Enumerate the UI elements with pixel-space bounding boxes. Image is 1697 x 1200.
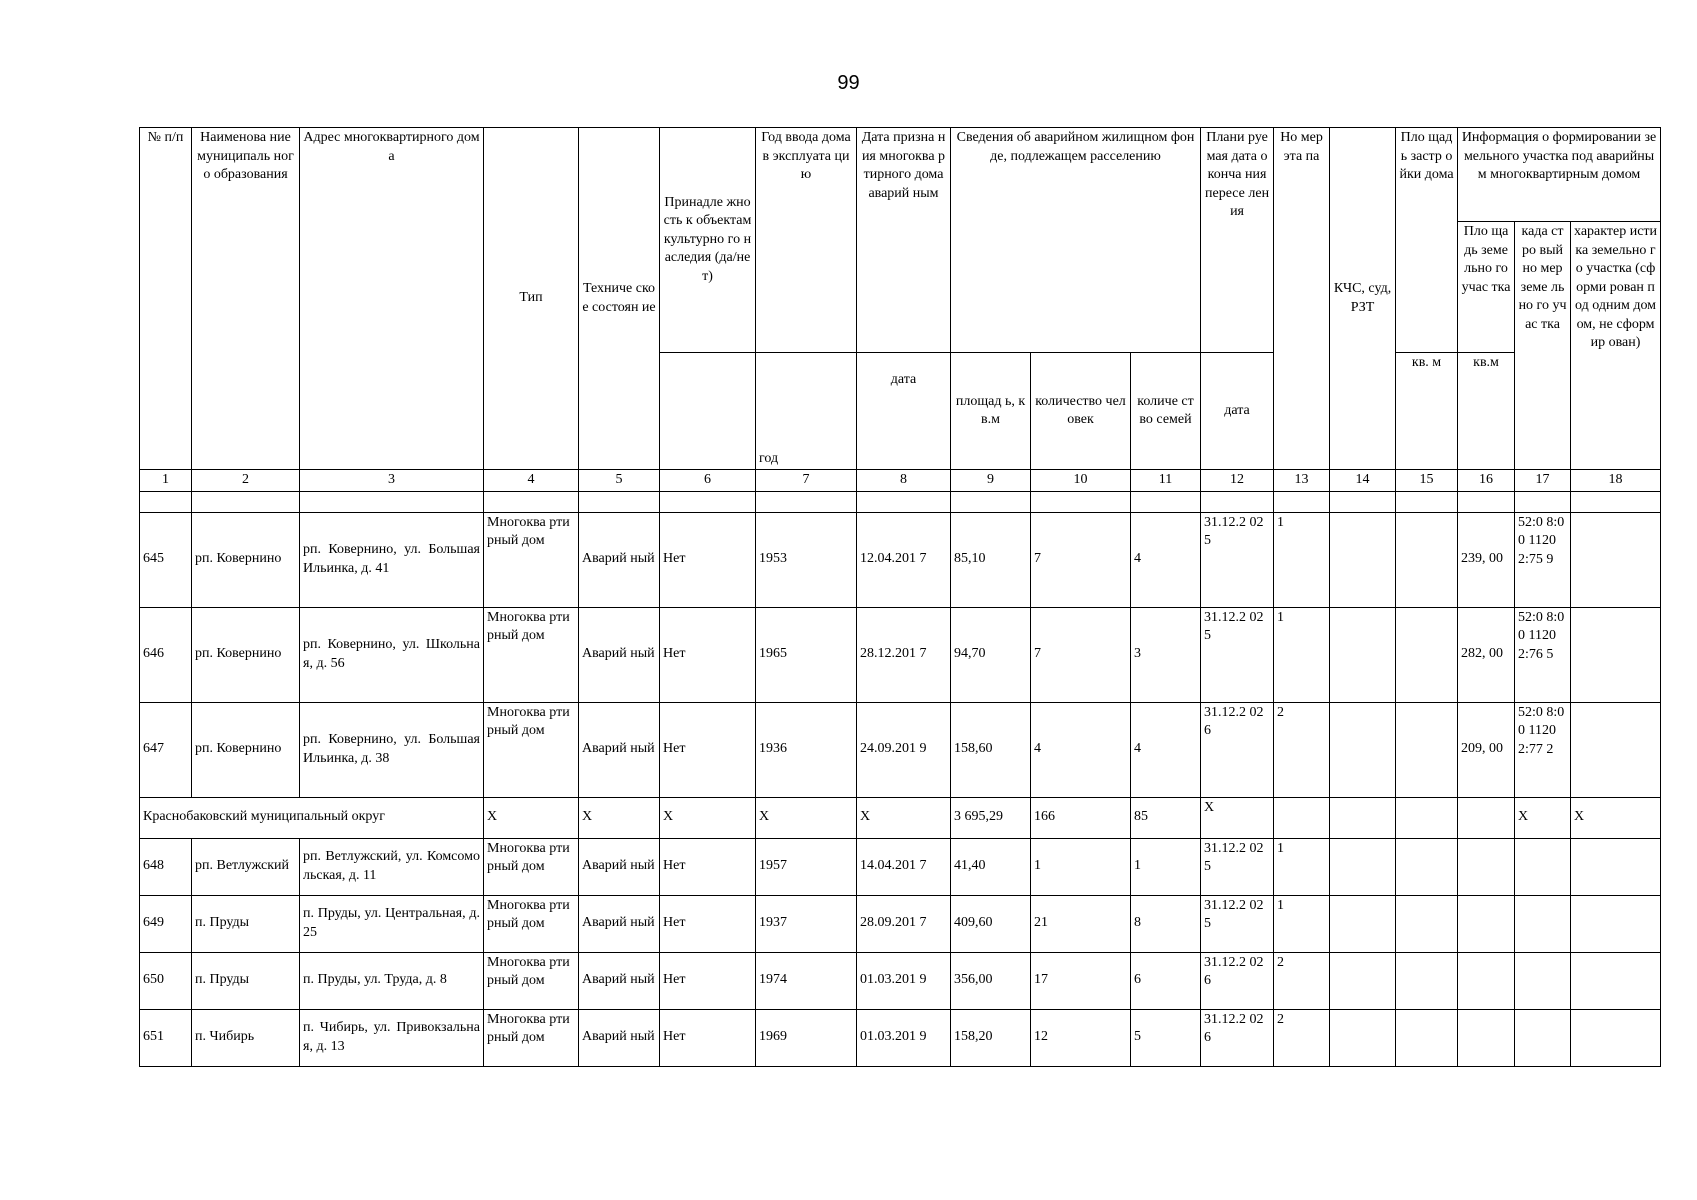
commission-year: 1936 xyxy=(756,702,857,797)
area: 158,20 xyxy=(951,1009,1031,1066)
header-year-sub: год xyxy=(756,353,857,470)
column-number-7: 7 xyxy=(756,470,857,492)
building-area xyxy=(1396,702,1458,797)
people-count: 21 xyxy=(1031,895,1131,952)
subtotal-land-characteristic: X xyxy=(1571,797,1661,838)
cadastral-number: 52:0 8:00 1120 2:77 2 xyxy=(1515,702,1571,797)
spacer-cell xyxy=(660,491,756,512)
family-count: 5 xyxy=(1131,1009,1201,1066)
column-number-17: 17 xyxy=(1515,470,1571,492)
land-area xyxy=(1458,838,1515,895)
spacer-cell xyxy=(484,491,579,512)
technical-state: Аварий ный xyxy=(579,607,660,702)
area: 85,10 xyxy=(951,512,1031,607)
header-families-sub: количе ство семей xyxy=(1131,353,1201,470)
row-number: 650 xyxy=(140,952,192,1009)
header-land-info-group: Информация о формировании земельного участка под аварийным многоквартирным домом xyxy=(1458,128,1661,222)
family-count: 6 xyxy=(1131,952,1201,1009)
technical-state: Аварий ный xyxy=(579,895,660,952)
cadastral-number: 52:0 8:00 1120 2:76 5 xyxy=(1515,607,1571,702)
planned-date: 31.12.2 025 xyxy=(1201,838,1274,895)
municipality: п. Пруды xyxy=(192,952,300,1009)
recognition-date: 01.03.201 9 xyxy=(857,952,951,1009)
spacer-cell xyxy=(1274,491,1330,512)
cadastral-number xyxy=(1515,895,1571,952)
header-address: Адрес многоквартирного дома xyxy=(300,128,484,470)
planned-date: 31.12.2 026 xyxy=(1201,1009,1274,1066)
house-type: Многоква ртирный дом xyxy=(484,895,579,952)
heritage: Нет xyxy=(660,702,756,797)
people-count: 7 xyxy=(1031,607,1131,702)
technical-state: Аварий ный xyxy=(579,952,660,1009)
address: рп. Ковернино, ул. Большая Ильинка, д. 41 xyxy=(300,512,484,607)
kchs xyxy=(1330,702,1396,797)
spacer-cell xyxy=(1031,491,1131,512)
column-number-14: 14 xyxy=(1330,470,1396,492)
building-area xyxy=(1396,838,1458,895)
header-building-area-unit: кв. м xyxy=(1396,353,1458,470)
page-number: 99 xyxy=(837,72,860,94)
kchs xyxy=(1330,512,1396,607)
land-characteristic xyxy=(1571,607,1661,702)
table-row xyxy=(140,895,1661,952)
land-area xyxy=(1458,952,1515,1009)
municipality: рп. Ковернино xyxy=(192,607,300,702)
subtotal-planned-date: X xyxy=(1201,797,1274,838)
column-number-row xyxy=(140,470,1661,492)
subtotal-heritage: X xyxy=(660,797,756,838)
building-area xyxy=(1396,512,1458,607)
heritage: Нет xyxy=(660,512,756,607)
header-commission-year: Год ввода дома в эксплуата цию xyxy=(756,128,857,353)
technical-state: Аварий ный xyxy=(579,702,660,797)
table-row xyxy=(140,952,1661,1009)
land-characteristic xyxy=(1571,895,1661,952)
recognition-date: 28.12.201 7 xyxy=(857,607,951,702)
area: 409,60 xyxy=(951,895,1031,952)
spacer-cell xyxy=(857,491,951,512)
header-municipality: Наименова ние муниципаль ного образования xyxy=(192,128,300,470)
spacer-row xyxy=(140,491,1661,512)
column-number-10: 10 xyxy=(1031,470,1131,492)
building-area xyxy=(1396,1009,1458,1066)
header-type: Тип xyxy=(484,128,579,470)
commission-year: 1957 xyxy=(756,838,857,895)
subtotal-building-area xyxy=(1396,797,1458,838)
header-row-number: № п/п xyxy=(140,128,192,470)
subtotal-area: 3 695,29 xyxy=(951,797,1031,838)
building-area xyxy=(1396,952,1458,1009)
subtotal-stage-number xyxy=(1274,797,1330,838)
row-number: 645 xyxy=(140,512,192,607)
column-number-8: 8 xyxy=(857,470,951,492)
land-area xyxy=(1458,1009,1515,1066)
table-row xyxy=(140,1009,1661,1066)
subtotal-family-count: 85 xyxy=(1131,797,1201,838)
recognition-date: 14.04.201 7 xyxy=(857,838,951,895)
spacer-cell xyxy=(1201,491,1274,512)
column-number-13: 13 xyxy=(1274,470,1330,492)
column-number-18: 18 xyxy=(1571,470,1661,492)
column-number-9: 9 xyxy=(951,470,1031,492)
commission-year: 1937 xyxy=(756,895,857,952)
address: рп. Ковернино, ул. Школьная, д. 56 xyxy=(300,607,484,702)
header-planned-date-sub: дата xyxy=(1201,353,1274,470)
house-type: Многоква ртирный дом xyxy=(484,1009,579,1066)
stage-number: 1 xyxy=(1274,607,1330,702)
family-count: 3 xyxy=(1131,607,1201,702)
kchs xyxy=(1330,607,1396,702)
row-number: 647 xyxy=(140,702,192,797)
heritage: Нет xyxy=(660,1009,756,1066)
municipality: рп. Ветлужский xyxy=(192,838,300,895)
header-land-area-unit: кв.м xyxy=(1458,353,1515,470)
header-planned-date: Плани руемая дата оконча ния пересе ления xyxy=(1201,128,1274,353)
commission-year: 1969 xyxy=(756,1009,857,1066)
land-characteristic xyxy=(1571,838,1661,895)
column-number-15: 15 xyxy=(1396,470,1458,492)
header-recognition-date: Дата призна ния многоква ртирного дома аварий ным xyxy=(857,128,951,353)
heritage: Нет xyxy=(660,607,756,702)
spacer-cell xyxy=(1571,491,1661,512)
column-number-1: 1 xyxy=(140,470,192,492)
recognition-date: 24.09.201 9 xyxy=(857,702,951,797)
column-number-11: 11 xyxy=(1131,470,1201,492)
kchs xyxy=(1330,952,1396,1009)
subtotal-commission-year: X xyxy=(756,797,857,838)
land-characteristic xyxy=(1571,1009,1661,1066)
header-technical-state: Техниче ское состоян ие xyxy=(579,128,660,470)
address: п. Чибирь, ул. Привокзальная, д. 13 xyxy=(300,1009,484,1066)
row-number: 649 xyxy=(140,895,192,952)
stage-number: 1 xyxy=(1274,512,1330,607)
column-number-4: 4 xyxy=(484,470,579,492)
column-number-3: 3 xyxy=(300,470,484,492)
house-type: Многоква ртирный дом xyxy=(484,838,579,895)
column-number-5: 5 xyxy=(579,470,660,492)
address: п. Пруды, ул. Центральная, д. 25 xyxy=(300,895,484,952)
emergency-housing-table xyxy=(139,127,1661,1067)
planned-date: 31.12.2 026 xyxy=(1201,702,1274,797)
header-emergency-fund-group: Сведения об аварийном жилищном фонде, подлежащем расселению xyxy=(951,128,1201,353)
spacer-cell xyxy=(1330,491,1396,512)
people-count: 17 xyxy=(1031,952,1131,1009)
header-heritage-sub xyxy=(660,353,756,470)
subtotal-technical-state: X xyxy=(579,797,660,838)
spacer-cell xyxy=(756,491,857,512)
stage-number: 2 xyxy=(1274,1009,1330,1066)
land-characteristic xyxy=(1571,512,1661,607)
recognition-date: 01.03.201 9 xyxy=(857,1009,951,1066)
commission-year: 1953 xyxy=(756,512,857,607)
header-cadastral-number: када стро вый но мер земе льно го учас тка xyxy=(1515,222,1571,470)
spacer-cell xyxy=(1131,491,1201,512)
column-number-16: 16 xyxy=(1458,470,1515,492)
spacer-cell xyxy=(1396,491,1458,512)
table-row xyxy=(140,607,1661,702)
row-number: 651 xyxy=(140,1009,192,1066)
subtotal-people-count: 166 xyxy=(1031,797,1131,838)
address: рп. Ветлужский, ул. Комсомольская, д. 11 xyxy=(300,838,484,895)
land-characteristic xyxy=(1571,702,1661,797)
area: 356,00 xyxy=(951,952,1031,1009)
area: 158,60 xyxy=(951,702,1031,797)
family-count: 4 xyxy=(1131,512,1201,607)
house-type: Многоква ртирный дом xyxy=(484,607,579,702)
area: 94,70 xyxy=(951,607,1031,702)
subtotal-row xyxy=(140,797,1661,838)
spacer-cell xyxy=(192,491,300,512)
subtotal-label: Краснобаковский муниципальный округ xyxy=(140,797,484,838)
cadastral-number xyxy=(1515,1009,1571,1066)
municipality: рп. Ковернино xyxy=(192,702,300,797)
subtotal-cadastral-number: X xyxy=(1515,797,1571,838)
land-characteristic xyxy=(1571,952,1661,1009)
technical-state: Аварий ный xyxy=(579,512,660,607)
cadastral-number: 52:0 8:00 1120 2:75 9 xyxy=(1515,512,1571,607)
header-stage: Но мер эта па xyxy=(1274,128,1330,470)
row-number: 648 xyxy=(140,838,192,895)
header-heritage: Принадле жность к объектам культурно го наследия (да/нет) xyxy=(660,128,756,353)
area: 41,40 xyxy=(951,838,1031,895)
spacer-cell xyxy=(951,491,1031,512)
subtotal-recognition-date: X xyxy=(857,797,951,838)
people-count: 4 xyxy=(1031,702,1131,797)
municipality: п. Чибирь xyxy=(192,1009,300,1066)
stage-number: 1 xyxy=(1274,838,1330,895)
kchs xyxy=(1330,838,1396,895)
address: рп. Ковернино, ул. Большая Ильинка, д. 38 xyxy=(300,702,484,797)
commission-year: 1965 xyxy=(756,607,857,702)
commission-year: 1974 xyxy=(756,952,857,1009)
planned-date: 31.12.2 025 xyxy=(1201,607,1274,702)
column-number-12: 12 xyxy=(1201,470,1274,492)
land-area: 239, 00 xyxy=(1458,512,1515,607)
spacer-cell xyxy=(1515,491,1571,512)
header-land-characteristic: характер истика земельно го участка (сформи рован под одним домом, не сформир ован) xyxy=(1571,222,1661,470)
house-type: Многоква ртирный дом xyxy=(484,702,579,797)
header-building-area: Пло щадь застр ойки дома xyxy=(1396,128,1458,353)
planned-date: 31.12.2 025 xyxy=(1201,512,1274,607)
people-count: 12 xyxy=(1031,1009,1131,1066)
planned-date: 31.12.2 025 xyxy=(1201,895,1274,952)
spacer-cell xyxy=(140,491,192,512)
technical-state: Аварий ный xyxy=(579,1009,660,1066)
land-area: 282, 00 xyxy=(1458,607,1515,702)
technical-state: Аварий ный xyxy=(579,838,660,895)
family-count: 4 xyxy=(1131,702,1201,797)
municipality: рп. Ковернино xyxy=(192,512,300,607)
building-area xyxy=(1396,607,1458,702)
header-kchs: КЧС, суд, РЗТ xyxy=(1330,128,1396,470)
subtotal-kchs xyxy=(1330,797,1396,838)
header-people-sub: количество человек xyxy=(1031,353,1131,470)
house-type: Многоква ртирный дом xyxy=(484,512,579,607)
spacer-cell xyxy=(300,491,484,512)
table-row xyxy=(140,702,1661,797)
municipality: п. Пруды xyxy=(192,895,300,952)
address: п. Пруды, ул. Труда, д. 8 xyxy=(300,952,484,1009)
stage-number: 1 xyxy=(1274,895,1330,952)
stage-number: 2 xyxy=(1274,952,1330,1009)
subtotal-house-type: X xyxy=(484,797,579,838)
header-area-sub: площад ь, кв.м xyxy=(951,353,1031,470)
spacer-cell xyxy=(579,491,660,512)
subtotal-land-area xyxy=(1458,797,1515,838)
building-area xyxy=(1396,895,1458,952)
column-number-6: 6 xyxy=(660,470,756,492)
table-row xyxy=(140,838,1661,895)
people-count: 7 xyxy=(1031,512,1131,607)
kchs xyxy=(1330,1009,1396,1066)
header-land-area: Пло щадь земе льно го учас тка xyxy=(1458,222,1515,353)
family-count: 1 xyxy=(1131,838,1201,895)
land-area xyxy=(1458,895,1515,952)
column-number-2: 2 xyxy=(192,470,300,492)
people-count: 1 xyxy=(1031,838,1131,895)
heritage: Нет xyxy=(660,895,756,952)
kchs xyxy=(1330,895,1396,952)
recognition-date: 12.04.201 7 xyxy=(857,512,951,607)
cadastral-number xyxy=(1515,952,1571,1009)
stage-number: 2 xyxy=(1274,702,1330,797)
planned-date: 31.12.2 026 xyxy=(1201,952,1274,1009)
land-area: 209, 00 xyxy=(1458,702,1515,797)
recognition-date: 28.09.201 7 xyxy=(857,895,951,952)
table-row xyxy=(140,512,1661,607)
cadastral-number xyxy=(1515,838,1571,895)
row-number: 646 xyxy=(140,607,192,702)
header-date-sub: дата xyxy=(857,353,951,470)
heritage: Нет xyxy=(660,952,756,1009)
house-type: Многоква ртирный дом xyxy=(484,952,579,1009)
heritage: Нет xyxy=(660,838,756,895)
family-count: 8 xyxy=(1131,895,1201,952)
spacer-cell xyxy=(1458,491,1515,512)
